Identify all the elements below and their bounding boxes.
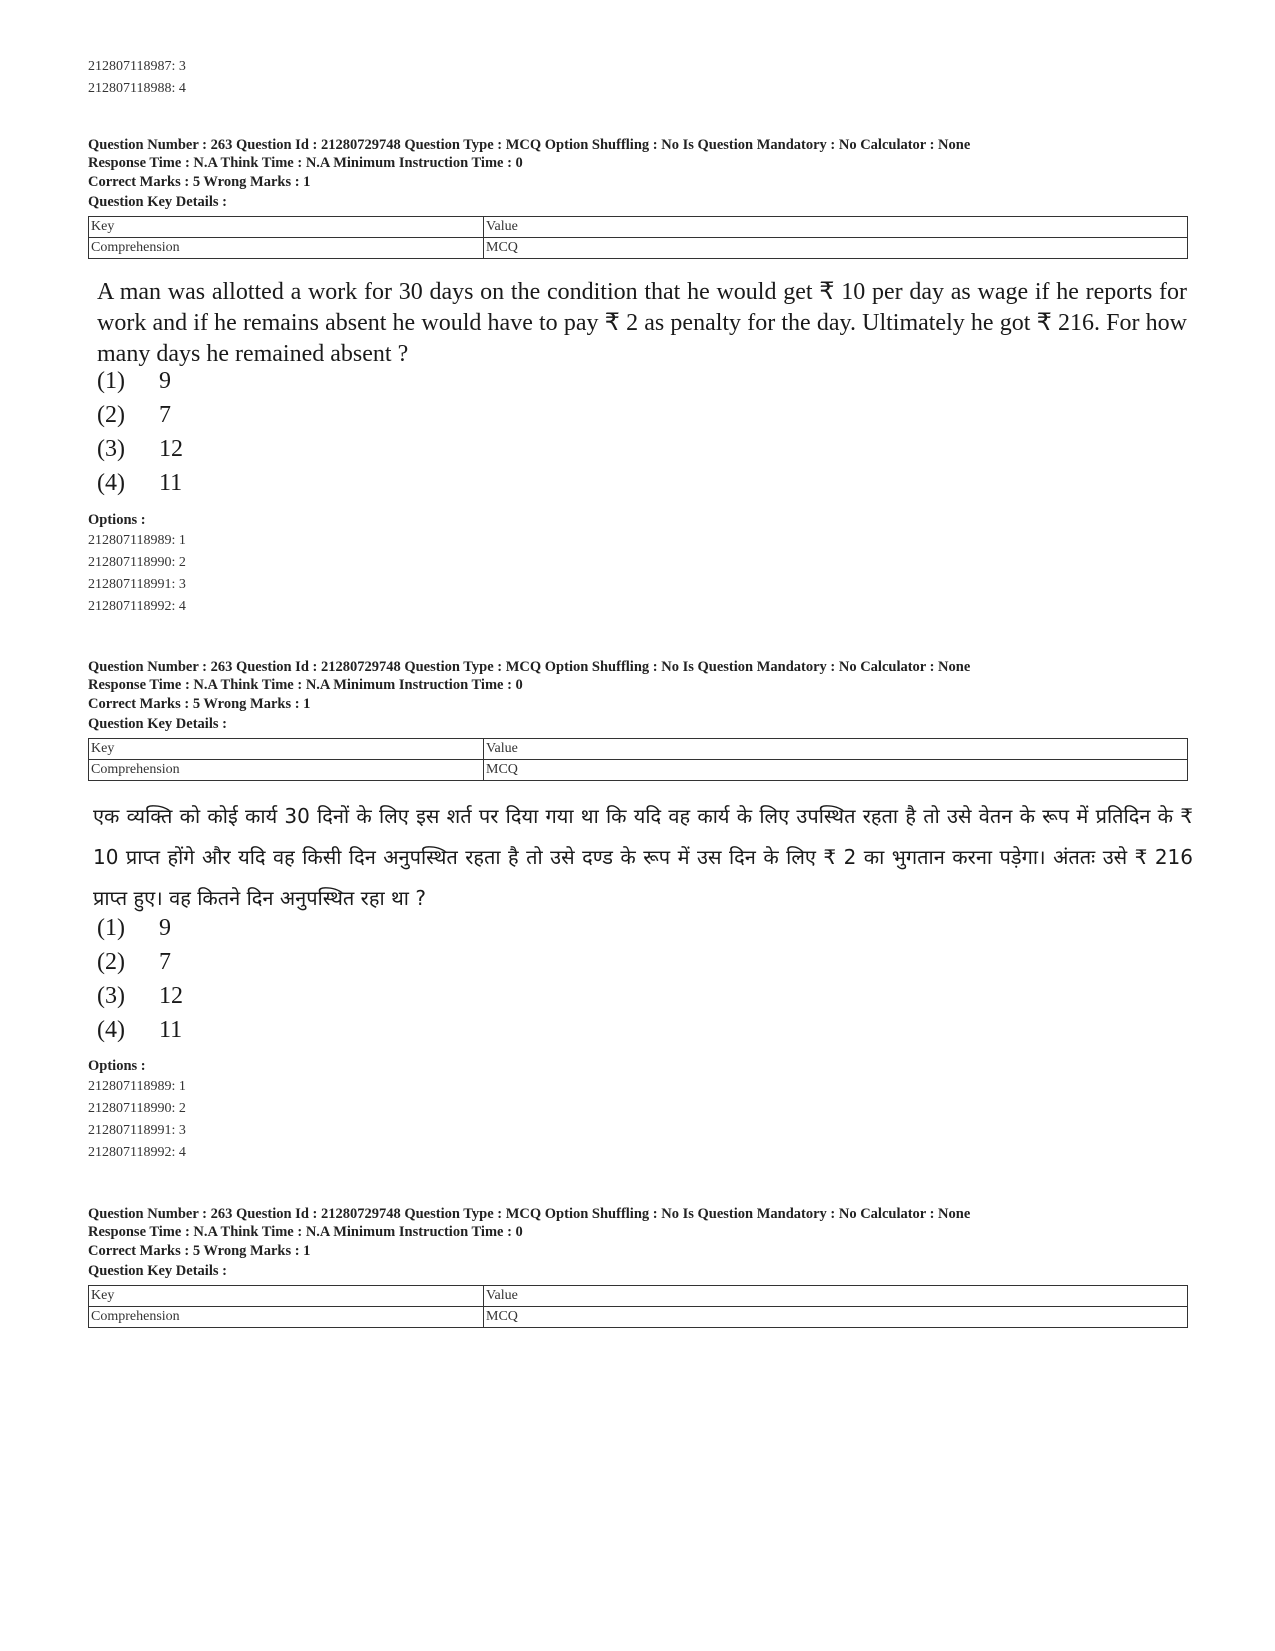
option-value: 7 [159, 949, 171, 975]
option-item [97, 466, 183, 500]
question-meta-line: Response Time : N.A Think Time : N.A Minimum Instruction Time : 0 [88, 155, 523, 171]
option-value: 11 [159, 1017, 183, 1043]
table-header-cell: Key [89, 1286, 484, 1307]
option-number: (2) [97, 949, 125, 975]
question-text: A man was allotted a work for 30 days on the condition that he would get ₹ 10 per day as wage if he reports for work and if he remains absent he would have to pay ₹ 2 as penalty for the day. Ultimately he got ₹ 216. For how many days he remained absent ? [97, 279, 1187, 367]
option-item [97, 432, 183, 466]
option-number: (1) [97, 915, 125, 941]
question-meta-line: Question Number : 263 Question Id : 21280729748 Question Type : MCQ Option Shuffling : No Is Question Mandatory : No Calculator : None [88, 1206, 971, 1222]
question-header [88, 1205, 1188, 1328]
option-value: 11 [159, 470, 183, 496]
option-number: (4) [97, 470, 125, 496]
option-value: 9 [159, 915, 171, 941]
table-header-cell: Value [484, 739, 1188, 760]
option-id: 212807118989: 1 [88, 533, 186, 548]
option-id: 212807118992: 4 [88, 1145, 186, 1160]
option-id: 212807118989: 1 [88, 1079, 186, 1094]
question-key-table [88, 738, 1188, 781]
option-ids [88, 510, 186, 618]
option-id: 212807118987: 3 [88, 59, 186, 74]
key-details-label: Question Key Details : [88, 194, 227, 210]
option-item [97, 1013, 183, 1047]
option-value: 12 [159, 983, 183, 1009]
option-number: (2) [97, 402, 125, 428]
option-number: (3) [97, 983, 125, 1009]
question-key-table [88, 1285, 1188, 1328]
key-details-label: Question Key Details : [88, 1263, 227, 1279]
option-id: 212807118990: 2 [88, 1101, 186, 1116]
question-meta-line: Question Number : 263 Question Id : 21280729748 Question Type : MCQ Option Shuffling : No Is Question Mandatory : No Calculator : None [88, 137, 971, 153]
table-header-cell: Key [89, 217, 484, 238]
options-list [97, 911, 183, 1047]
question-meta-line: Question Number : 263 Question Id : 21280729748 Question Type : MCQ Option Shuffling : No Is Question Mandatory : No Calculator : None [88, 659, 971, 675]
option-item [97, 398, 183, 432]
table-cell: MCQ [484, 1307, 1188, 1328]
question-meta-line: Response Time : N.A Think Time : N.A Minimum Instruction Time : 0 [88, 1224, 523, 1240]
marks-line: Correct Marks : 5 Wrong Marks : 1 [88, 174, 311, 190]
table-row [89, 760, 1188, 781]
option-value: 9 [159, 368, 171, 394]
option-value: 12 [159, 436, 183, 462]
table-header-row [89, 217, 1188, 238]
option-id: 212807118991: 3 [88, 577, 186, 592]
option-value: 7 [159, 402, 171, 428]
top-option-ids [88, 56, 186, 100]
table-cell: Comprehension [89, 238, 484, 259]
table-header-cell: Value [484, 1286, 1188, 1307]
question-header [88, 136, 1188, 259]
option-ids [88, 1056, 186, 1164]
table-header-row [89, 1286, 1188, 1307]
option-id: 212807118992: 4 [88, 599, 186, 614]
question-header [88, 658, 1188, 781]
table-header-row [89, 739, 1188, 760]
option-number: (4) [97, 1017, 125, 1043]
option-item [97, 364, 183, 398]
option-item [97, 945, 183, 979]
marks-line: Correct Marks : 5 Wrong Marks : 1 [88, 696, 311, 712]
options-label: Options : [88, 1058, 146, 1074]
options-label: Options : [88, 512, 146, 528]
table-cell: MCQ [484, 760, 1188, 781]
table-cell: Comprehension [89, 760, 484, 781]
option-id: 212807118991: 3 [88, 1123, 186, 1138]
option-item [97, 979, 183, 1013]
question-meta-line: Response Time : N.A Think Time : N.A Minimum Instruction Time : 0 [88, 677, 523, 693]
table-cell: Comprehension [89, 1307, 484, 1328]
marks-line: Correct Marks : 5 Wrong Marks : 1 [88, 1243, 311, 1259]
option-number: (1) [97, 368, 125, 394]
table-header-cell: Value [484, 217, 1188, 238]
option-id: 212807118988: 4 [88, 81, 186, 96]
option-item [97, 911, 183, 945]
option-number: (3) [97, 436, 125, 462]
options-list [97, 364, 183, 500]
key-details-label: Question Key Details : [88, 716, 227, 732]
option-id: 212807118990: 2 [88, 555, 186, 570]
question-key-table [88, 216, 1188, 259]
question-text: एक व्यक्ति को कोई कार्य 30 दिनों के लिए इस शर्त पर दिया गया था कि यदि वह कार्य के लिए उपस्थित रहता है तो उसे वेतन के रूप में प्रतिदिन के ₹ 10 प्राप्त होंगे और यदि वह किसी दिन अनुपस्थित रहता है तो उसे दण्ड के रूप में उस दिन के लिए ₹ 2 का भुगतान करना पड़ेगा। अंततः उसे ₹ 216 प्राप्त हुए। वह कितने दिन अनुपस्थित रहा था ? [93, 804, 1193, 910]
table-header-cell: Key [89, 739, 484, 760]
table-row [89, 1307, 1188, 1328]
table-cell: MCQ [484, 238, 1188, 259]
table-row [89, 238, 1188, 259]
